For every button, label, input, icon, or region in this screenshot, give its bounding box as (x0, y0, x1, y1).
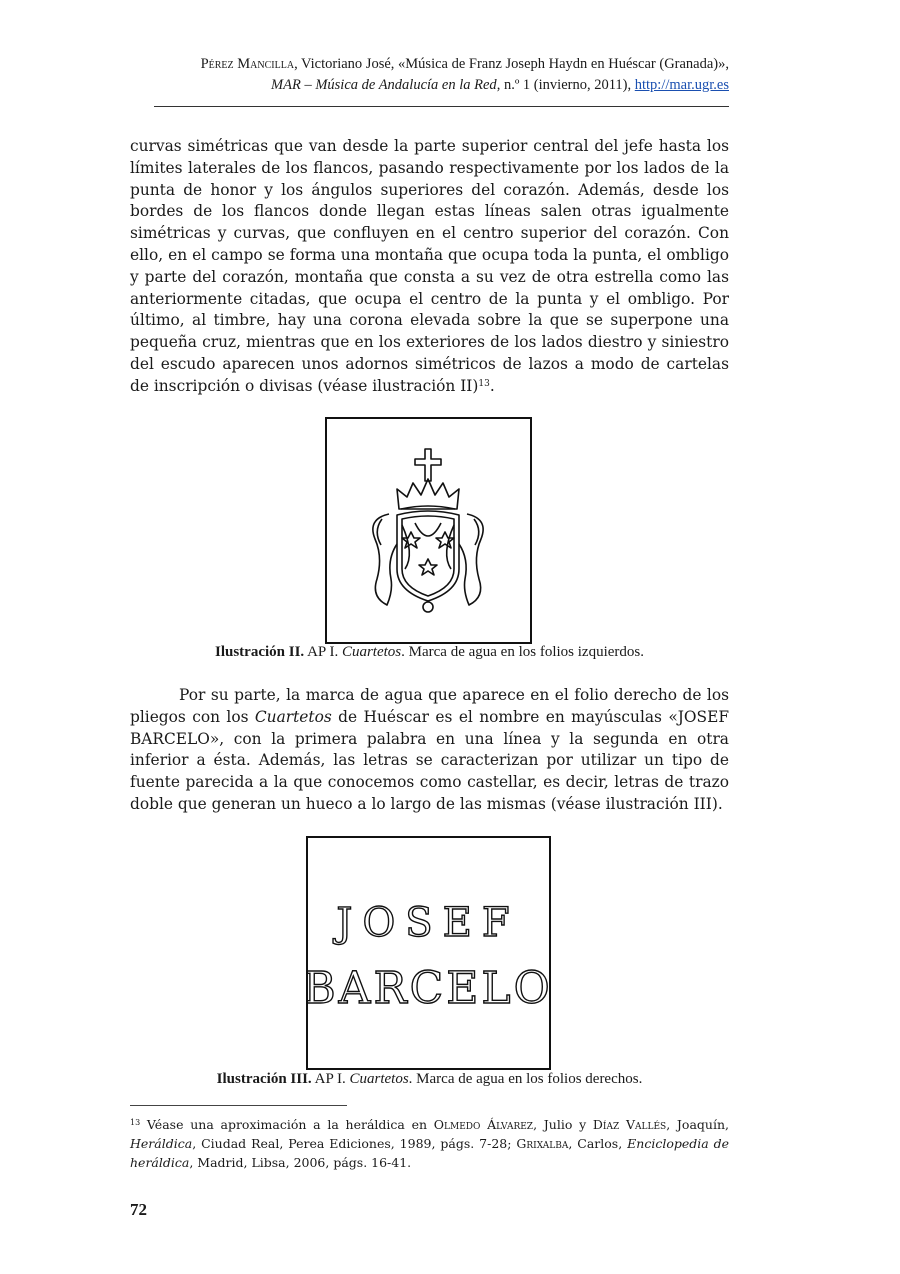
footnote-text: Véase una aproximación a la heráldica en (140, 1117, 434, 1132)
paragraph-2-title: Cuartetos (254, 707, 332, 726)
footnote-reference: 13 (478, 378, 490, 389)
paragraph-1-text: curvas simétricas que van desde la parte superior central del jefe hasta los límites laterales de los flancos, pasando respectivamente por los lados de la punta de honor y los ángulos superiores del corazón. Además, desde los bordes de los flancos donde llegan estas líneas salen otras igualmente simétricas y curvas, que confluyen en el centro superior del corazón. Con ello, en el campo se forma una montaña que ocupa toda la punta, el ombligo y parte del corazón, montaña que consta a su vez de otra estrella como las anteriormente citadas, que ocupa el centro de la punta y el ombligo. Por último, al timbre, hay una corona elevada sobre la que se superpone una pequeña cruz, mientras que en los exteriores de los lados diestro y siniestro del escudo aparecen unos adornos simétricos de lazos a modo de cartelas de inscripción o divisas (véase ilustración II) (130, 137, 729, 395)
footnote-author: Grixalba (516, 1136, 569, 1151)
caption-iii-title: Cuartetos (349, 1071, 409, 1087)
header-url-link[interactable]: http://mar.ugr.es (634, 77, 729, 93)
header-author-surname: Pérez Mancilla (200, 56, 295, 72)
caption-ii-label: Ilustración II. (214, 644, 305, 660)
caption-ii-prefix: AP I. (304, 644, 342, 660)
body-paragraph-1: curvas simétricas que van desde la parte superior central del jefe hasta los límites laterales de los flancos, pasando respectivamente por los lados de la punta de honor y los ángulos superiores del corazón. Además, desde los bordes de los flancos donde llegan estas líneas salen otras igualmente simétricas y curvas, que confluyen en el centro superior del corazón. Con ello, en el campo se forma una montaña que ocupa toda la punta, el ombligo y parte del corazón, montaña que consta a su vez de otra estrella como las anteriormente citadas, que ocupa el centro de la punta y el ombligo. Por último, al timbre, hay una corona elevada sobre la que se superpone una pequeña cruz, mientras que en los exteriores de los lados diestro y siniestro del escudo aparecen unos adornos simétricos de lazos a modo de cartelas de inscripción o divisas (véase ilustración II)$^{13}$. (130, 137, 729, 395)
caption-ii-rest: . Marca de agua en los folios izquierdos. (401, 644, 644, 660)
header-journal: MAR – Música de Andalucía en la Red (271, 77, 497, 93)
footnote-text: , Ciudad Real, Perea Ediciones, 1989, págs. 7-28; (192, 1136, 517, 1151)
footnote-rule (130, 1105, 347, 1106)
footnote-text: , Carlos, (568, 1136, 628, 1151)
paragraph-2-text-a: Por su parte, la marca de agua que aparece en el folio derecho de los pliegos con los (130, 686, 729, 726)
footnote-book-title: Enciclopedia de heráldica (130, 1136, 730, 1170)
footnote-book-title: Heráldica (130, 1136, 193, 1151)
watermark-line-barcelo: BARCELO (308, 963, 549, 1014)
name-watermark-drawing (308, 838, 549, 1068)
paragraph-2-text-b: de Huéscar es el nombre en mayúsculas «JOSEF BARCELO», con la primera palabra en una línea y la segunda en otra inferior a ésta. Además, las letras se caracterizan por utilizar un tipo de fuente parecida a la que conocemos como castellar, es decir, letras de trazo doble que generan un hueco a lo largo de las mismas (véase ilustración III). (130, 707, 730, 813)
footnote-author: Olmedo Álvarez (433, 1117, 534, 1132)
header-rule (154, 106, 729, 107)
illustration-ii-watermark-shield (325, 417, 532, 644)
caption-iii-label: Ilustración III. (216, 1071, 312, 1087)
running-header (89, 54, 729, 96)
watermark-line-josef: JOSEF (336, 900, 520, 946)
caption-illustration-iii (130, 1071, 729, 1088)
caption-illustration-ii (130, 644, 729, 661)
footnote-text: , Julio y (533, 1117, 593, 1132)
footnote-author: Díaz Vallés (592, 1117, 667, 1132)
footnote-number: 13 (130, 1118, 141, 1127)
footnote-13 (130, 1115, 729, 1172)
caption-ii-title: Cuartetos (341, 644, 402, 660)
caption-iii-rest: . Marca de agua en los folios derechos. (408, 1071, 643, 1087)
header-issue: , n.º 1 (invierno, 2011), (496, 77, 635, 93)
page-number: 72 (130, 1200, 147, 1219)
header-author-rest: , Victoriano José, «Música de Franz Joseph Haydn en Huéscar (Granada)», (294, 56, 729, 72)
footnote-text: , Joaquín, (666, 1117, 729, 1132)
footnote-text: , Madrid, Libsa, 2006, págs. 16-41. (189, 1155, 412, 1170)
caption-iii-prefix: AP I. (311, 1071, 350, 1087)
body-paragraph-2 (130, 685, 729, 816)
shield-watermark-drawing (327, 419, 530, 642)
illustration-iii-watermark-name (306, 836, 551, 1070)
